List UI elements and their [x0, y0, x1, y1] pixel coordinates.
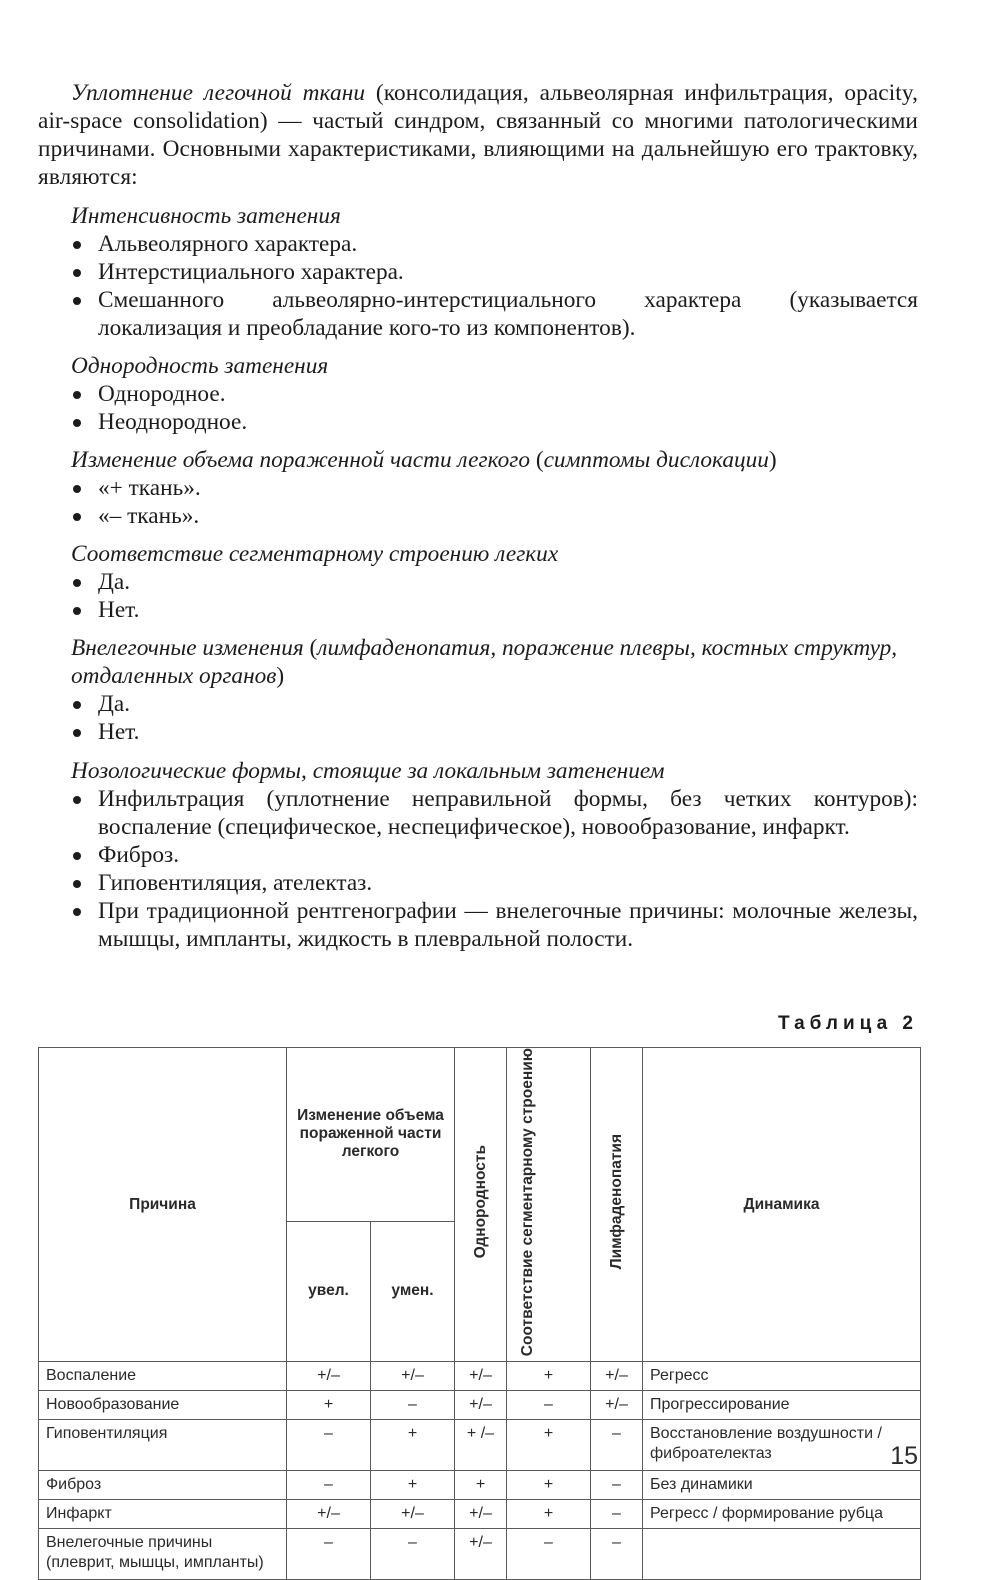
list-item: Нет. — [71, 596, 918, 624]
cell-homogeneity: + — [455, 1471, 507, 1500]
page — [38, 0, 918, 1572]
section-title: Соответствие сегментарному строению легких — [71, 541, 559, 567]
section-volume — [71, 446, 918, 530]
cell-decrease: +/– — [371, 1362, 455, 1391]
list-item: При традиционной рентгенографии — внелегочные причины: молочные железы, мышцы, импланты, жидкость в плевральной полости. — [71, 897, 918, 953]
cell-increase: + — [287, 1391, 371, 1420]
cell-homogeneity: + /– — [455, 1420, 507, 1471]
section-intensity — [71, 202, 918, 342]
table-row — [39, 1420, 921, 1471]
list-item: Гиповентиляция, ателектаз. — [71, 869, 918, 897]
table-header-row — [39, 1048, 921, 1222]
section-title: Изменение объема пораженной части легкого (симптомы дислокации) — [71, 447, 777, 473]
cell-increase: +/– — [287, 1362, 371, 1391]
list-item: «– ткань». — [71, 502, 918, 530]
section-extrapulmonary — [71, 634, 918, 746]
table-row — [39, 1500, 921, 1529]
cell-homogeneity: +/– — [455, 1529, 507, 1580]
data-table — [38, 1047, 921, 1580]
cell-lymph: – — [591, 1529, 643, 1580]
list-item: Однородное. — [71, 380, 918, 408]
list-item: Да. — [71, 690, 918, 718]
cell-cause: Внелегочные причины (плеврит, мышцы, импланты) — [39, 1529, 287, 1580]
cell-lymph: +/– — [591, 1391, 643, 1420]
cell-decrease: – — [371, 1391, 455, 1420]
cell-segmental: + — [507, 1500, 591, 1529]
header-dynamics: Динамика — [643, 1048, 921, 1362]
table-row — [39, 1391, 921, 1420]
cell-cause: Новообразование — [39, 1391, 287, 1420]
cell-dynamics: Регресс — [643, 1362, 921, 1391]
cell-cause: Гиповентиляция — [39, 1420, 287, 1471]
cell-decrease: – — [371, 1529, 455, 1580]
section-title: Внелегочные изменения (лимфаденопатия, поражение плевры, костных структур, отдаленных органов) — [71, 635, 898, 689]
section-homogeneity — [71, 352, 918, 436]
intro-term: Уплотнение легочной ткани — [71, 80, 366, 106]
cell-cause: Инфаркт — [39, 1500, 287, 1529]
intro-text: (консолидация, альвеолярная инфильтрация, opacity, air-space consolidation) — частый синдром, связанный со многими патологическими причинами. Основными характеристиками, влияющими на дальнейшую его трактовку, являются: — [38, 80, 918, 190]
cell-decrease: + — [371, 1420, 455, 1471]
header-cause: Причина — [39, 1048, 287, 1362]
cell-homogeneity: +/– — [455, 1500, 507, 1529]
cell-increase: – — [287, 1529, 371, 1580]
cell-increase: – — [287, 1471, 371, 1500]
cell-segmental: + — [507, 1362, 591, 1391]
header-volume: Изменение объема пораженной части легкого — [287, 1048, 455, 1222]
cell-homogeneity: +/– — [455, 1362, 507, 1391]
table-row — [39, 1529, 921, 1580]
section-title: Однородность затенения — [71, 353, 329, 379]
cell-dynamics: Прогрессирование — [643, 1391, 921, 1420]
section-title-text: Изменение объема пораженной части легкого — [71, 447, 530, 473]
header-increase: увел. — [287, 1221, 371, 1362]
cell-increase: – — [287, 1420, 371, 1471]
table-row — [39, 1362, 921, 1391]
section-nosological — [71, 757, 918, 953]
header-homogeneity — [455, 1048, 507, 1362]
cell-cause: Фиброз — [39, 1471, 287, 1500]
header-decrease: умен. — [371, 1221, 455, 1362]
header-homogeneity-text: Однородность — [471, 1145, 489, 1259]
cell-segmental: – — [507, 1529, 591, 1580]
list-item: Фиброз. — [71, 841, 918, 869]
cell-lymph: – — [591, 1500, 643, 1529]
cell-dynamics: Без динамики — [643, 1471, 921, 1500]
header-lymph-text: Лимфаденопатия — [607, 1134, 625, 1270]
list-item: Альвеолярного характера. — [71, 230, 918, 258]
section-title: Интенсивность затенения — [71, 203, 341, 229]
cell-lymph: +/– — [591, 1362, 643, 1391]
header-lymph — [591, 1048, 643, 1362]
cell-segmental: + — [507, 1420, 591, 1471]
page-number: 15 — [890, 1442, 918, 1470]
section-title-text: Внелегочные изменения — [71, 635, 304, 661]
list-item: Интерстициального характера. — [71, 258, 918, 286]
section-title-note: лимфаденопатия, поражение плевры, костных структур, отдаленных органов — [71, 635, 898, 689]
list-item: Нет. — [71, 718, 918, 746]
cell-dynamics: Регресс / формирование рубца — [643, 1500, 921, 1529]
cell-dynamics — [643, 1529, 921, 1580]
header-segmental — [507, 1048, 591, 1362]
cell-increase: +/– — [287, 1500, 371, 1529]
cell-segmental: – — [507, 1391, 591, 1420]
table-caption: Таблица 2 — [777, 1013, 918, 1034]
cell-decrease: +/– — [371, 1500, 455, 1529]
cell-cause: Воспаление — [39, 1362, 287, 1391]
cell-lymph: – — [591, 1420, 643, 1471]
cell-segmental: + — [507, 1471, 591, 1500]
list-item: Да. — [71, 568, 918, 596]
cell-decrease: + — [371, 1471, 455, 1500]
table-row — [39, 1471, 921, 1500]
cell-lymph: – — [591, 1471, 643, 1500]
list-item: «+ ткань». — [71, 474, 918, 502]
section-title-note: симптомы дислокации — [543, 447, 769, 473]
section-segmental — [71, 540, 918, 624]
list-item: Неоднородное. — [71, 408, 918, 436]
cell-dynamics: Восстановление воздушности / фиброателектаз — [643, 1420, 921, 1471]
section-title: Нозологические формы, стоящие за локальным затенением — [71, 758, 665, 784]
list-item: Смешанного альвеолярно-интерстициального характера (указывается локализация и преобладание кого-то из компонентов). — [71, 286, 918, 342]
cell-homogeneity: +/– — [455, 1391, 507, 1420]
list-item: Инфильтрация (уплотнение неправильной формы, без четких контуров): воспаление (специфическое, неспецифическое), новообразование, инфаркт. — [71, 785, 918, 841]
header-segmental-text: Соответствие сегментарному строению — [518, 1048, 536, 1357]
intro-paragraph — [38, 79, 918, 191]
